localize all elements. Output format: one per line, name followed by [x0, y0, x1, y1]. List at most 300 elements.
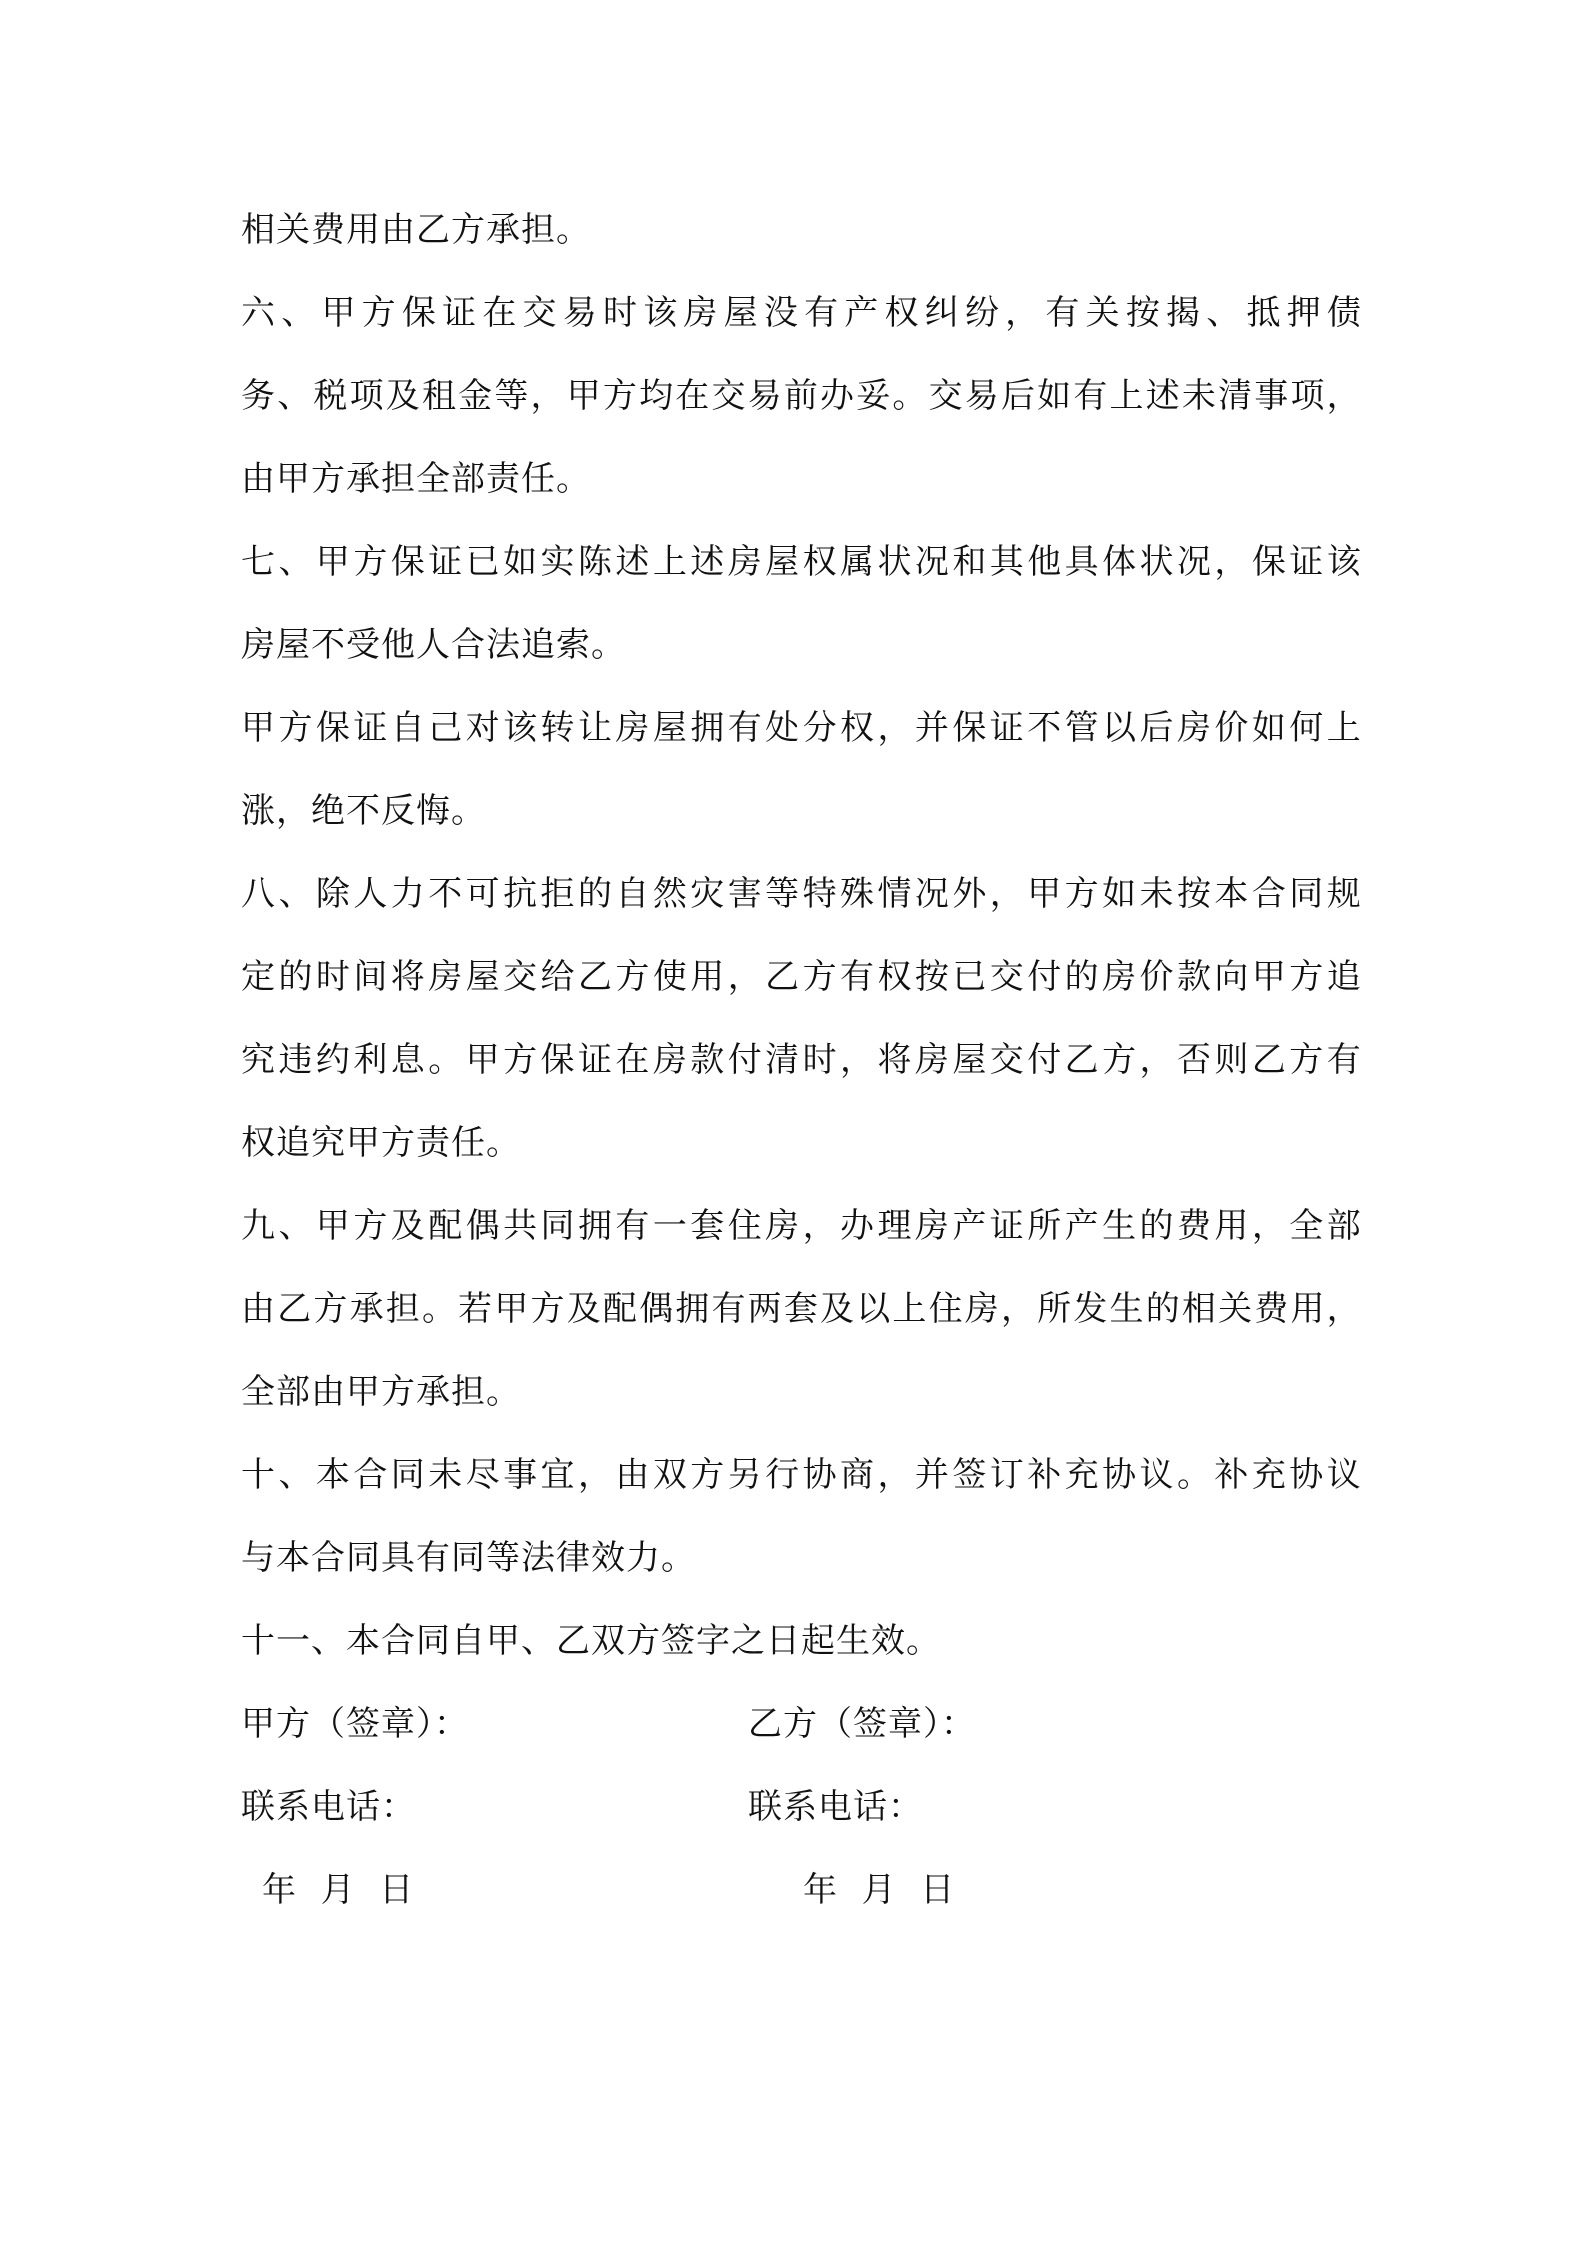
- text-char: 套: [783, 1289, 818, 1329]
- text-char: 及: [566, 1289, 601, 1329]
- text-char: 款: [1176, 957, 1211, 997]
- text-char: 有: [727, 708, 762, 748]
- text-char: 转: [540, 708, 575, 748]
- text-char: 有: [840, 957, 874, 997]
- text-char: 灾: [690, 874, 725, 914]
- text-char: 已: [465, 542, 500, 582]
- text-char: ，: [1326, 376, 1361, 416]
- text-char: 六: [241, 293, 275, 333]
- text-char: 方: [690, 1455, 725, 1495]
- text-char: 合: [353, 1455, 388, 1495]
- text-char: 证: [428, 542, 463, 582]
- text-char: 同: [390, 1455, 425, 1495]
- text-char: 由: [241, 1289, 275, 1329]
- text-char: 拥: [690, 708, 725, 748]
- text-char: 权: [840, 708, 874, 748]
- text-char: 一: [652, 1206, 687, 1246]
- text-char: 如: [1251, 708, 1286, 748]
- text-char: 所: [1037, 1289, 1072, 1329]
- text-char: 合: [1251, 874, 1286, 914]
- text-char: 发: [1073, 1289, 1108, 1329]
- text-char: ，: [577, 1455, 612, 1495]
- text-char: 关: [1218, 1289, 1253, 1329]
- text-char: 证: [442, 293, 477, 333]
- text-char: 十: [241, 1455, 275, 1495]
- text-char: 究: [241, 1040, 275, 1080]
- text-char: ，: [1005, 293, 1040, 333]
- text-char: 项: [349, 376, 384, 416]
- text-char: 用: [1214, 1206, 1249, 1246]
- text-char: 、: [281, 293, 316, 333]
- text-line: [241, 1452, 1361, 1498]
- text-char: 上: [892, 1289, 927, 1329]
- text-line: 相关费用由乙方承担。: [241, 210, 591, 250]
- text-char: 将: [877, 1040, 912, 1080]
- text-char: 易: [964, 376, 999, 416]
- text-char: 述: [690, 542, 725, 582]
- text-char: 议: [1326, 1455, 1361, 1495]
- text-char: 在: [675, 376, 710, 416]
- text-char: 甲: [494, 1289, 529, 1329]
- text-char: 全: [1289, 1206, 1324, 1246]
- text-char: ，: [1326, 1289, 1361, 1329]
- text-char: 特: [802, 874, 837, 914]
- text-char: 上: [1326, 708, 1361, 748]
- text-char: 议: [1139, 1455, 1174, 1495]
- text-char: 付: [1027, 957, 1062, 997]
- text-char: 时: [315, 957, 350, 997]
- text-line: [241, 290, 1361, 336]
- text-char: 补: [1027, 1455, 1062, 1495]
- text-char: 房: [727, 542, 762, 582]
- text-char: 办: [820, 376, 854, 416]
- text-char: 房: [652, 1040, 687, 1080]
- text-char: 权: [884, 293, 919, 333]
- text-char: 共: [503, 1206, 538, 1246]
- text-char: 该: [503, 708, 538, 748]
- text-char: 方: [353, 542, 388, 582]
- text-char: 甲: [566, 376, 601, 416]
- text-char: 房: [765, 1206, 800, 1246]
- text-line: 房屋不受他人合法追索。: [241, 625, 626, 665]
- text-char: 同: [540, 1206, 575, 1246]
- text-char: 未: [1139, 874, 1174, 914]
- text-char: ，: [1251, 1206, 1286, 1246]
- text-char: 按: [1176, 874, 1211, 914]
- text-char: 述: [1145, 376, 1180, 416]
- text-char: 纠: [924, 293, 959, 333]
- text-char: 及: [820, 1289, 854, 1329]
- text-char: 的: [1145, 1289, 1180, 1329]
- text-char: 甲: [1251, 957, 1286, 997]
- text-char: 签: [952, 1455, 987, 1495]
- text-char: 分: [802, 708, 837, 748]
- text-char: 七: [241, 542, 275, 582]
- text-char: 自: [615, 874, 650, 914]
- text-char: 自: [390, 708, 425, 748]
- text-char: 将: [390, 957, 425, 997]
- text-char: 。: [428, 1040, 463, 1080]
- text-char: 方: [1289, 957, 1324, 997]
- text-char: 生: [1109, 1289, 1144, 1329]
- text-char: 证: [989, 1206, 1024, 1246]
- text-char: 保: [1251, 542, 1286, 582]
- text-char: 两: [747, 1289, 782, 1329]
- text-char: 协: [1289, 1455, 1324, 1495]
- text-char: 等: [765, 874, 800, 914]
- text-char: 金: [458, 376, 493, 416]
- text-char: 交: [503, 957, 538, 997]
- text-char: 况: [1176, 542, 1211, 582]
- text-char: 相: [1181, 1289, 1216, 1329]
- text-char: 商: [840, 1455, 874, 1495]
- text-char: 息: [390, 1040, 425, 1080]
- text-char: 管: [1064, 708, 1099, 748]
- text-char: 方: [602, 376, 637, 416]
- text-char: 况: [914, 542, 949, 582]
- text-char: 并: [914, 708, 949, 748]
- text-char: 权: [877, 957, 912, 997]
- text-char: 违: [278, 1040, 313, 1080]
- text-char: 屋: [465, 957, 500, 997]
- text-char: 如: [1102, 874, 1137, 914]
- text-char: 本: [315, 1455, 350, 1495]
- text-char: 。: [892, 376, 927, 416]
- text-char: 拥: [577, 1206, 612, 1246]
- text-char: 在: [615, 1040, 650, 1080]
- text-char: 易: [562, 293, 597, 333]
- text-char: 等: [494, 376, 529, 416]
- text-char: 除: [315, 874, 350, 914]
- text-char: 价: [1139, 957, 1174, 997]
- text-char: 按: [914, 957, 949, 997]
- text-char: 如: [1037, 376, 1072, 416]
- text-char: ，: [1214, 542, 1249, 582]
- text-char: 九: [241, 1206, 275, 1246]
- text-line: [241, 1286, 1361, 1332]
- text-char: 方: [503, 1040, 538, 1080]
- text-char: 项: [1290, 376, 1325, 416]
- text-char: 拥: [675, 1289, 710, 1329]
- text-char: 方: [353, 1206, 388, 1246]
- text-char: 其: [989, 542, 1024, 582]
- text-char: 妥: [856, 376, 891, 416]
- text-char: 甲: [315, 542, 350, 582]
- text-char: 方: [278, 708, 313, 748]
- text-char: 交: [989, 957, 1024, 997]
- text-char: 甲: [1027, 874, 1062, 914]
- text-char: 保: [952, 708, 987, 748]
- text-line: [241, 539, 1361, 585]
- text-char: 具: [1064, 542, 1099, 582]
- text-char: 用: [690, 957, 725, 997]
- text-char: 让: [577, 708, 612, 748]
- text-line: [241, 705, 1361, 751]
- text-char: 有: [804, 293, 839, 333]
- text-char: 他: [1027, 542, 1062, 582]
- text-char: 。: [1176, 1455, 1211, 1495]
- text-char: 证: [989, 708, 1024, 748]
- text-char: 方: [1102, 1040, 1137, 1080]
- text-char: 清: [765, 1040, 800, 1080]
- text-char: 、: [278, 1206, 313, 1246]
- text-char: 租: [421, 376, 456, 416]
- text-char: 保: [315, 708, 350, 748]
- text-char: 承: [349, 1289, 384, 1329]
- text-char: 由: [615, 1455, 650, 1495]
- party-b-phone-label: 联系电话：: [748, 1787, 923, 1827]
- text-char: 向: [1214, 957, 1249, 997]
- text-char: 付: [1027, 1040, 1062, 1080]
- text-char: 房: [1102, 957, 1137, 997]
- text-char: 甲: [241, 708, 275, 748]
- text-char: 充: [1064, 1455, 1099, 1495]
- text-char: 乙: [577, 957, 612, 997]
- text-char: ，: [877, 1455, 912, 1495]
- text-char: 方: [1289, 1040, 1324, 1080]
- text-char: 述: [615, 542, 650, 582]
- text-char: 款: [690, 1040, 725, 1080]
- text-line: 涨，绝不反悔。: [241, 791, 486, 831]
- text-char: 己: [428, 708, 463, 748]
- text-char: 押: [1286, 293, 1321, 333]
- text-char: 前: [783, 376, 818, 416]
- text-char: 体: [1102, 542, 1137, 582]
- text-char: 八: [241, 874, 275, 914]
- text-char: 、: [1206, 293, 1241, 333]
- text-char: 不: [1027, 708, 1062, 748]
- text-char: 人: [353, 874, 388, 914]
- text-char: 上: [652, 542, 687, 582]
- text-char: 对: [465, 708, 500, 748]
- text-char: 住: [928, 1289, 963, 1329]
- text-char: 务: [241, 376, 275, 416]
- text-char: 偶: [465, 1206, 500, 1246]
- text-char: 产: [952, 1206, 987, 1246]
- text-line: 由甲方承担全部责任。: [241, 459, 591, 499]
- text-char: 纷: [964, 293, 999, 333]
- text-char: 方: [313, 1289, 348, 1329]
- text-char: 费: [1176, 1206, 1211, 1246]
- text-char: 和: [952, 542, 987, 582]
- text-char: 债: [1326, 293, 1361, 333]
- text-char: 事: [1254, 376, 1289, 416]
- text-char: 方: [615, 957, 650, 997]
- text-char: 屋: [952, 1040, 987, 1080]
- text-char: 所: [1027, 1206, 1062, 1246]
- text-char: 宜: [540, 1455, 575, 1495]
- text-char: 本: [1214, 874, 1249, 914]
- text-char: 并: [914, 1455, 949, 1495]
- text-char: 间: [353, 957, 388, 997]
- text-char: 偶: [639, 1289, 674, 1329]
- text-char: 另: [727, 1455, 762, 1495]
- text-char: 的: [278, 957, 313, 997]
- text-char: 的: [1064, 957, 1099, 997]
- text-char: 状: [877, 542, 912, 582]
- text-line: 权追究甲方责任。: [241, 1123, 521, 1163]
- text-char: 用: [1290, 1289, 1325, 1329]
- text-char: 均: [639, 376, 674, 416]
- text-char: 力: [390, 874, 425, 914]
- text-char: 利: [353, 1040, 388, 1080]
- party-b-date-label: 年 月 日: [803, 1870, 956, 1910]
- text-char: 抵: [1246, 293, 1281, 333]
- text-char: 保: [401, 293, 436, 333]
- text-char: 税: [313, 376, 348, 416]
- text-char: 、: [278, 542, 313, 582]
- text-char: 生: [1102, 1206, 1137, 1246]
- text-char: 、: [278, 1455, 313, 1495]
- text-char: 乙: [277, 1289, 312, 1329]
- text-char: 况: [914, 874, 949, 914]
- text-char: 有: [1045, 293, 1080, 333]
- text-char: 充: [1251, 1455, 1286, 1495]
- text-char: 后: [1000, 376, 1035, 416]
- text-char: 状: [1139, 542, 1174, 582]
- text-char: 产: [844, 293, 879, 333]
- text-char: ，: [877, 708, 912, 748]
- text-char: 后: [1139, 708, 1174, 748]
- text-char: 该: [1326, 542, 1361, 582]
- text-char: 上: [1109, 376, 1144, 416]
- text-char: 权: [802, 542, 837, 582]
- text-char: 房: [914, 1040, 949, 1080]
- text-char: 房: [615, 708, 650, 748]
- text-char: 证: [353, 708, 388, 748]
- text-char: 屋: [652, 708, 687, 748]
- text-char: 尽: [465, 1455, 500, 1495]
- text-char: 使: [652, 957, 687, 997]
- text-char: ，: [840, 1040, 874, 1080]
- text-char: 处: [765, 708, 800, 748]
- text-char: 交: [522, 293, 557, 333]
- text-char: 交: [928, 376, 963, 416]
- text-char: 方: [1064, 874, 1099, 914]
- text-char: 何: [1289, 708, 1324, 748]
- text-char: 规: [1326, 874, 1361, 914]
- text-char: 方: [530, 1289, 565, 1329]
- text-char: 若: [458, 1289, 493, 1329]
- text-char: ，: [1000, 1289, 1035, 1329]
- text-char: 时: [602, 293, 637, 333]
- text-char: 费: [1254, 1289, 1289, 1329]
- text-char: 不: [428, 874, 463, 914]
- text-char: 房: [428, 957, 463, 997]
- text-char: 实: [540, 542, 575, 582]
- text-char: ，: [530, 376, 565, 416]
- party-b-seal-label: 乙方（签章）：: [748, 1704, 976, 1744]
- text-char: 在: [482, 293, 517, 333]
- party-a-date-label: 年 月 日: [262, 1870, 415, 1910]
- text-char: 配: [428, 1206, 463, 1246]
- text-char: 则: [1214, 1040, 1249, 1080]
- text-char: 保: [390, 542, 425, 582]
- text-char: 办: [840, 1206, 874, 1246]
- text-char: 的: [577, 874, 612, 914]
- text-char: 关: [1085, 293, 1120, 333]
- text-char: 双: [652, 1455, 687, 1495]
- text-char: 该: [643, 293, 678, 333]
- text-line: [241, 954, 1361, 1000]
- text-char: 、: [277, 376, 312, 416]
- text-char: 如: [503, 542, 538, 582]
- text-char: 担: [385, 1289, 420, 1329]
- text-char: 协: [802, 1455, 837, 1495]
- text-char: 及: [385, 376, 420, 416]
- text-char: 方: [802, 957, 837, 997]
- text-char: 的: [1139, 1206, 1174, 1246]
- text-char: 然: [652, 874, 687, 914]
- text-char: 屋: [723, 293, 758, 333]
- party-a-phone-label: 联系电话：: [241, 1787, 416, 1827]
- text-char: 未: [1181, 376, 1216, 416]
- party-a-seal-label: 甲方（签章）：: [241, 1704, 469, 1744]
- text-char: 抗: [503, 874, 538, 914]
- text-char: 证: [1289, 542, 1324, 582]
- text-char: 定: [241, 957, 275, 997]
- text-char: 同: [1289, 874, 1324, 914]
- text-char: 时: [802, 1040, 837, 1080]
- text-char: 拒: [540, 874, 575, 914]
- text-char: 房: [683, 293, 718, 333]
- text-char: ，: [1139, 1040, 1174, 1080]
- text-char: ，: [727, 957, 762, 997]
- text-char: 没: [763, 293, 798, 333]
- text-line: 全部由甲方承担。: [241, 1372, 521, 1412]
- text-char: 配: [602, 1289, 637, 1329]
- text-char: 乙: [1064, 1040, 1099, 1080]
- text-char: 殊: [840, 874, 874, 914]
- text-char: 属: [840, 542, 874, 582]
- text-line: [241, 1037, 1361, 1083]
- text-char: 。: [421, 1289, 456, 1329]
- text-char: 甲: [315, 1206, 350, 1246]
- text-char: 清: [1218, 376, 1253, 416]
- text-char: 有: [1073, 376, 1108, 416]
- text-line: [241, 373, 1361, 419]
- text-char: 约: [315, 1040, 350, 1080]
- text-char: ，: [802, 1206, 837, 1246]
- text-char: 及: [390, 1206, 425, 1246]
- text-line: 十一、本合同自甲、乙双方签字之日起生效。: [241, 1621, 941, 1661]
- text-char: 交: [711, 376, 746, 416]
- text-char: 外: [952, 874, 987, 914]
- text-char: 协: [1102, 1455, 1137, 1495]
- text-char: 有: [1326, 1040, 1361, 1080]
- text-char: 屋: [765, 542, 800, 582]
- text-char: 追: [1326, 957, 1361, 997]
- text-char: 给: [540, 957, 575, 997]
- text-char: 以: [1102, 708, 1137, 748]
- text-char: 保: [540, 1040, 575, 1080]
- text-char: 交: [989, 1040, 1024, 1080]
- text-char: 以: [856, 1289, 891, 1329]
- text-char: 甲: [321, 293, 356, 333]
- text-char: 房: [1176, 708, 1211, 748]
- text-char: 价: [1214, 708, 1249, 748]
- text-char: 行: [765, 1455, 800, 1495]
- text-char: ，: [989, 874, 1024, 914]
- text-char: 方: [361, 293, 396, 333]
- text-char: 有: [615, 1206, 650, 1246]
- text-char: 、: [278, 874, 313, 914]
- text-line: [241, 1203, 1361, 1249]
- text-char: 按: [1125, 293, 1160, 333]
- text-char: 情: [877, 874, 912, 914]
- text-char: 易: [747, 376, 782, 416]
- text-char: 房: [964, 1289, 999, 1329]
